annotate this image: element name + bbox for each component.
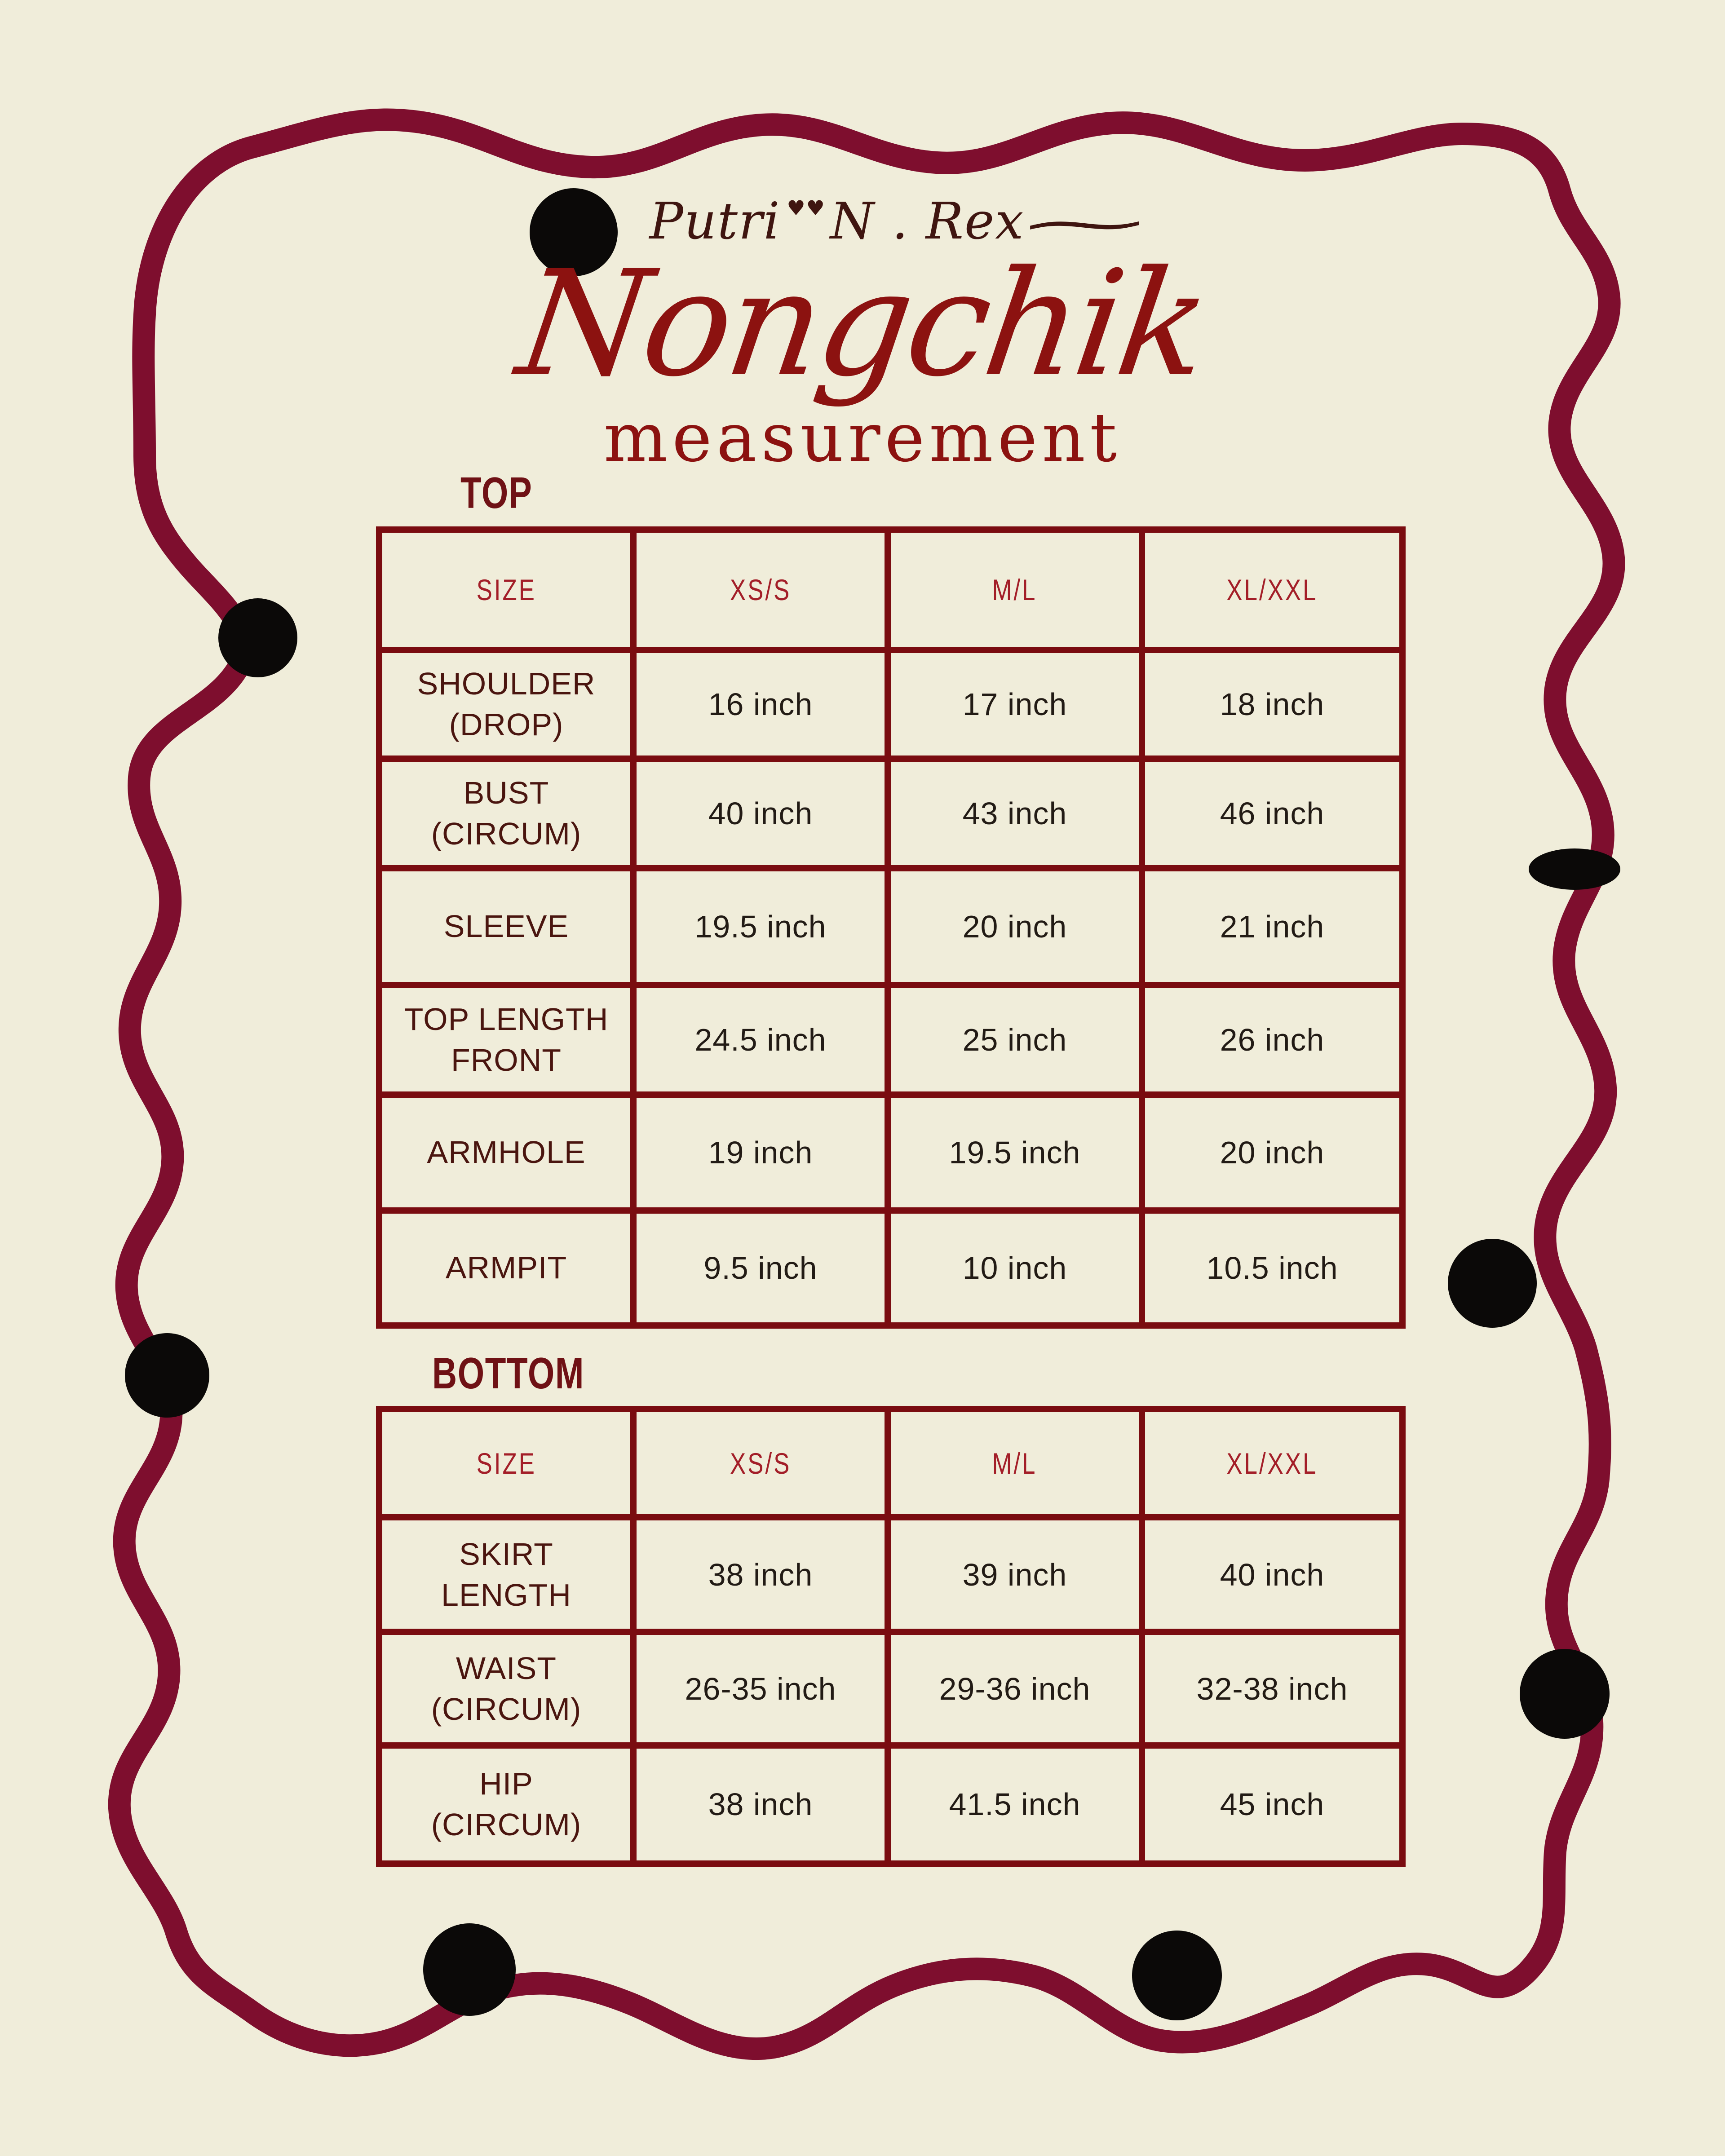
bottom-header-xs-s: XS/S: [637, 1412, 891, 1520]
row-label-shoulder: SHOULDER (DROP): [382, 653, 637, 762]
brand-name-rest: N . Rex: [830, 192, 1025, 251]
row-label-sleeve: SLEEVE: [382, 871, 637, 988]
cell-shoulder-xl-xxl: 18 inch: [1145, 653, 1399, 762]
row-label-bust: BUST (CIRCUM): [382, 762, 637, 871]
cell-armhole-xl-xxl: 20 inch: [1145, 1098, 1399, 1214]
cell-bust-xl-xxl: 46 inch: [1145, 762, 1399, 871]
cell-sleeve-xl-xxl: 21 inch: [1145, 871, 1399, 988]
black-dot: [1529, 848, 1620, 890]
brand-name-first: Putri: [649, 192, 781, 251]
black-dot: [423, 1923, 516, 2016]
cell-armhole-xs-s: 19 inch: [637, 1098, 891, 1214]
cell-skirt-xs-s: 38 inch: [637, 1520, 891, 1635]
cell-top-length-m-l: 25 inch: [891, 988, 1145, 1098]
bottom-header-size: SIZE: [382, 1412, 637, 1520]
cell-top-length-xs-s: 24.5 inch: [637, 988, 891, 1098]
black-dot: [125, 1333, 209, 1418]
cell-shoulder-m-l: 17 inch: [891, 653, 1145, 762]
cell-sleeve-m-l: 20 inch: [891, 871, 1145, 988]
bottom-measurement-table: [376, 1406, 1406, 1867]
cell-hip-xs-s: 38 inch: [637, 1749, 891, 1860]
row-label-waist: WAIST (CIRCUM): [382, 1635, 637, 1749]
cell-armpit-m-l: 10 inch: [891, 1214, 1145, 1322]
cell-waist-m-l: 29-36 inch: [891, 1635, 1145, 1749]
top-header-xs-s: XS/S: [637, 533, 891, 653]
cell-skirt-m-l: 39 inch: [891, 1520, 1145, 1635]
cell-sleeve-xs-s: 19.5 inch: [637, 871, 891, 988]
cell-bust-xs-s: 40 inch: [637, 762, 891, 871]
black-dot: [1132, 1931, 1222, 2020]
top-header-m-l: M/L: [891, 533, 1145, 653]
black-dot: [1520, 1649, 1610, 1739]
cell-armhole-m-l: 19.5 inch: [891, 1098, 1145, 1214]
flourish-icon: ⁓: [1024, 195, 1148, 253]
cell-hip-m-l: 41.5 inch: [891, 1749, 1145, 1860]
top-measurement-table: [376, 526, 1406, 1329]
top-header-size: SIZE: [382, 533, 637, 653]
cell-shoulder-xs-s: 16 inch: [637, 653, 891, 762]
section-label-top: TOP: [460, 468, 533, 517]
cell-waist-xs-s: 26-35 inch: [637, 1635, 891, 1749]
row-label-skirt-length: SKIRT LENGTH: [382, 1520, 637, 1635]
section-label-bottom: BOTTOM: [432, 1348, 585, 1398]
cell-hip-xl-xxl: 45 inch: [1220, 1787, 1325, 1822]
cell-armpit-xs-s: 9.5 inch: [637, 1214, 891, 1322]
page-title-subtitle: measurement: [603, 399, 1122, 477]
bottom-header-m-l: M/L: [891, 1412, 1145, 1520]
row-label-armpit: ARMPIT: [382, 1214, 637, 1322]
black-dot: [218, 598, 297, 677]
row-label-hip: HIP (CIRCUM): [382, 1749, 637, 1860]
cell-waist-xl-xxl: 32-38 inch: [1145, 1635, 1399, 1749]
cell-skirt-xl-xxl: 40 inch: [1145, 1520, 1399, 1635]
row-label-top-length: TOP LENGTH FRONT: [382, 988, 637, 1098]
cell-armpit-xl-xxl: 10.5 inch: [1206, 1250, 1338, 1286]
page-title-script: Nongchik: [509, 239, 1216, 409]
heart-icon: ♥♥: [787, 196, 826, 220]
top-header-xl-xxl: XL/XXL: [1145, 533, 1399, 653]
row-label-armhole: ARMHOLE: [382, 1098, 637, 1214]
cell-top-length-xl-xxl: 26 inch: [1145, 988, 1399, 1098]
black-dot: [1448, 1239, 1537, 1328]
bottom-header-xl-xxl: XL/XXL: [1145, 1412, 1399, 1520]
cell-bust-m-l: 43 inch: [891, 762, 1145, 871]
